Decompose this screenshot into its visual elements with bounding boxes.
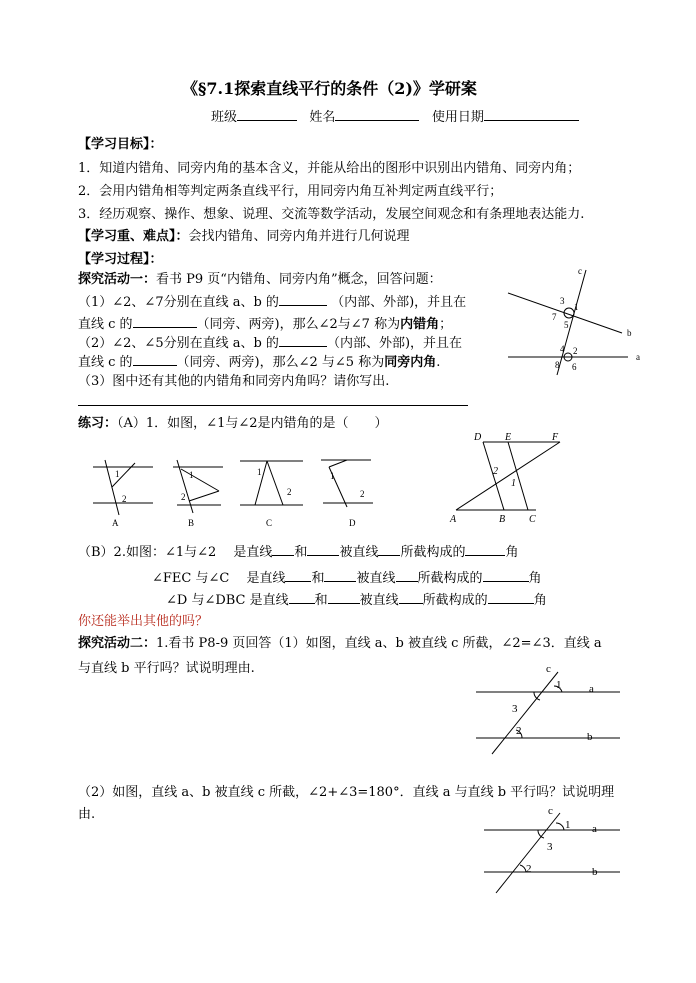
- point-f: F: [552, 432, 559, 443]
- label-a: a: [592, 823, 597, 835]
- b-row2-blank4[interactable]: [483, 569, 529, 582]
- q1-term: 内错角: [400, 317, 440, 332]
- process-heading: 【学习过程】：: [78, 252, 163, 267]
- figure-transversal-3: [478, 805, 628, 900]
- b-row3-blank2[interactable]: [328, 591, 360, 604]
- q1-line1: [78, 293, 466, 312]
- activity1-intro-line: [78, 271, 442, 289]
- b-row3-blank4[interactable]: [488, 591, 534, 604]
- q1-text-d: （同旁、两旁)，那么∠2与∠7 称为: [196, 317, 401, 332]
- point-b: B: [499, 514, 506, 525]
- objective-item: 2．会用内错角相等判定两条直线平行，用同旁内角互补判定两直线平行；: [78, 184, 503, 199]
- focus-heading: 【学习重、难点】：: [78, 229, 189, 244]
- angle-1: 1: [574, 302, 579, 312]
- objectives-heading: 【学习目标】：: [78, 137, 163, 152]
- trap-angle-1: 1: [511, 478, 516, 489]
- b-and: 和: [294, 545, 308, 560]
- b-row2-blank2[interactable]: [324, 569, 356, 582]
- segment-ec: [508, 442, 528, 510]
- b-formed: 所截构成的: [417, 571, 483, 586]
- q1-text-b: （内部、外部)，并且在: [331, 295, 467, 310]
- option-b-line-diag1: [181, 469, 219, 491]
- b-formed: 所截构成的: [400, 545, 466, 560]
- focus-line: [78, 228, 410, 246]
- angle-7: 7: [552, 312, 557, 322]
- activity2-line1: [78, 635, 602, 653]
- label-c: c: [578, 266, 582, 276]
- activity2-q2-line1: （2）如图，直线 a、b 被直线 c 所截，∠2+∠3=180°．直线 a 与直线 b 平行吗？试说明理: [78, 785, 615, 800]
- b-row1-blank4[interactable]: [465, 543, 505, 556]
- q2-line2: [78, 353, 440, 372]
- option-b-label: B: [188, 518, 195, 528]
- option-b-angle2: 2: [181, 492, 186, 502]
- practice-b-row2: [152, 569, 542, 588]
- point-d: D: [474, 432, 482, 443]
- option-a-label: A: [112, 518, 119, 528]
- q2-text-a: （2）∠2、∠5分别在直线 a、b 的: [78, 336, 279, 351]
- answer-line: [78, 405, 468, 406]
- practice-a-text: （A）1．如图，∠1与∠2是内错角的是（ ）: [117, 416, 388, 431]
- point-c: C: [529, 514, 536, 525]
- option-a-angle1: 1: [115, 469, 120, 479]
- segment-af: [456, 442, 560, 510]
- angle-2: 2: [573, 346, 578, 356]
- b-cut: 被直线: [356, 571, 396, 586]
- more-examples-prompt: 你还能举出其他的吗？: [78, 614, 209, 629]
- point-a: A: [450, 514, 457, 525]
- q1-text-c: 直线 c 的: [78, 317, 133, 332]
- option-b-line-diag2: [189, 491, 219, 501]
- label-c: c: [546, 663, 551, 675]
- q2-text-c: 直线 c 的: [78, 355, 133, 370]
- class-blank[interactable]: [237, 108, 297, 121]
- q2-blank1[interactable]: [279, 334, 327, 347]
- label-a: a: [589, 683, 594, 695]
- practice-b-row3: [166, 591, 547, 610]
- b-row1-blank1[interactable]: [272, 543, 294, 556]
- name-blank[interactable]: [335, 108, 419, 121]
- angle-3: 3: [547, 841, 553, 853]
- b-row3-text: ∠D 与∠DBC 是直线: [166, 593, 289, 608]
- focus-text: 会找内错角、同旁内角并进行几何说理: [188, 229, 410, 244]
- label-b: b: [587, 731, 593, 743]
- b-row2-text: ∠FEC 与∠C 是直线: [152, 571, 286, 586]
- practice-b-row1: [78, 543, 518, 562]
- label-c: c: [548, 805, 553, 817]
- trap-angle-2: 2: [493, 466, 498, 477]
- date-label: 使用日期: [431, 110, 484, 125]
- q2-text-d: （同旁、两旁)，那么∠2 与∠5 称为: [176, 355, 385, 370]
- b-row3-blank1[interactable]: [289, 591, 315, 604]
- b-cut: 被直线: [359, 593, 399, 608]
- q1-line2: [78, 315, 452, 334]
- q2-blank2[interactable]: [133, 353, 177, 366]
- info-line: [211, 108, 579, 127]
- b-formed: 所截构成的: [422, 593, 488, 608]
- activity1-label: 探究活动一：: [78, 272, 157, 287]
- practice-a-line: [78, 415, 388, 433]
- q2-end: .: [436, 355, 441, 370]
- option-d-label: D: [349, 518, 356, 528]
- option-c-label: C: [266, 518, 273, 528]
- activity2-label: 探究活动二：: [78, 636, 157, 651]
- b-row3-blank3[interactable]: [399, 591, 423, 604]
- q1-blank2[interactable]: [133, 315, 197, 328]
- practice-label: 练习：: [78, 416, 118, 431]
- page-title: 《§7.1探索直线平行的条件（2)》学研案: [182, 79, 477, 98]
- line-c: [492, 672, 558, 754]
- option-c-right-side: [267, 461, 283, 505]
- name-label: 姓名: [309, 110, 336, 125]
- angle-1: 1: [556, 679, 562, 691]
- b-row1-blank3[interactable]: [378, 543, 400, 556]
- objective-item: 1．知道内错角、同旁内角的基本含义，并能从给出的图形中识别出内错角、同旁内角；: [78, 161, 581, 176]
- q1-text-a: （1）∠2、∠7分别在直线 a、b 的: [78, 295, 279, 310]
- q1-end: ；: [439, 317, 453, 332]
- label-a: a: [636, 352, 640, 362]
- angle-1: 1: [565, 819, 571, 831]
- label-b: b: [627, 328, 632, 338]
- option-c-angle1: 1: [257, 467, 262, 477]
- b-angle: 角: [533, 593, 547, 608]
- angle-1-arc: [556, 823, 564, 830]
- q2-term: 同旁内角: [384, 355, 437, 370]
- angle-2: 2: [516, 725, 522, 737]
- b-cut: 被直线: [339, 545, 379, 560]
- angle-2: 2: [526, 863, 532, 875]
- angle-6: 6: [572, 362, 577, 372]
- activity2-q2-line2: 由.: [78, 807, 96, 822]
- option-d-line-2: [329, 460, 347, 467]
- q2-text-b: （内部、外部)，并且在: [326, 336, 463, 351]
- figure-transversal-1: [500, 262, 650, 382]
- point-e: E: [505, 432, 512, 443]
- b-angle: 角: [528, 571, 542, 586]
- angle-3: 3: [512, 703, 518, 715]
- option-figures: [85, 455, 385, 535]
- b-row2-blank3[interactable]: [396, 569, 418, 582]
- q1-blank1[interactable]: [279, 293, 327, 306]
- b-row2-blank1[interactable]: [285, 569, 311, 582]
- line-c: [496, 813, 560, 893]
- objective-item: 3．经历观察、操作、想象、说理、交流等数学活动，发展空间观念和有条理地表达能力.: [78, 207, 585, 222]
- option-c-angle2: 2: [287, 487, 292, 497]
- activity2-line2: 与直线 b 平行吗？试说明理由.: [78, 661, 255, 676]
- angle-5: 5: [564, 320, 569, 330]
- option-a-angle2: 2: [122, 494, 127, 504]
- b-row1-text: （B）2.如图：∠1与∠2 是直线: [78, 545, 273, 560]
- figure-transversal-2: [470, 658, 630, 758]
- angle-3: 3: [560, 296, 565, 306]
- figure-trapezoid: [448, 428, 578, 528]
- class-label: 班级: [211, 110, 238, 125]
- angle-4: 4: [560, 344, 565, 354]
- angle-8: 8: [555, 360, 560, 370]
- b-row1-blank2[interactable]: [307, 543, 339, 556]
- label-b: b: [592, 866, 598, 878]
- b-angle: 角: [505, 545, 519, 560]
- b-and: 和: [314, 593, 328, 608]
- b-and: 和: [311, 571, 325, 586]
- option-b-angle1: 1: [189, 470, 194, 480]
- activity1-intro: 看书 P9 页“内错角、同旁内角”概念，回答问题：: [156, 272, 442, 287]
- q3-line: （3）图中还有其他的内错角和同旁内角吗？请你写出.: [78, 374, 390, 389]
- option-d-angle1: 1: [330, 471, 335, 481]
- activity2-q1-line1: 1.看书 P8-9 页回答（1）如图，直线 a、b 被直线 c 所截，∠2=∠3．直线 a: [156, 636, 602, 651]
- date-blank[interactable]: [484, 108, 579, 121]
- q2-line1: [78, 334, 462, 353]
- option-d-angle2: 2: [360, 489, 365, 499]
